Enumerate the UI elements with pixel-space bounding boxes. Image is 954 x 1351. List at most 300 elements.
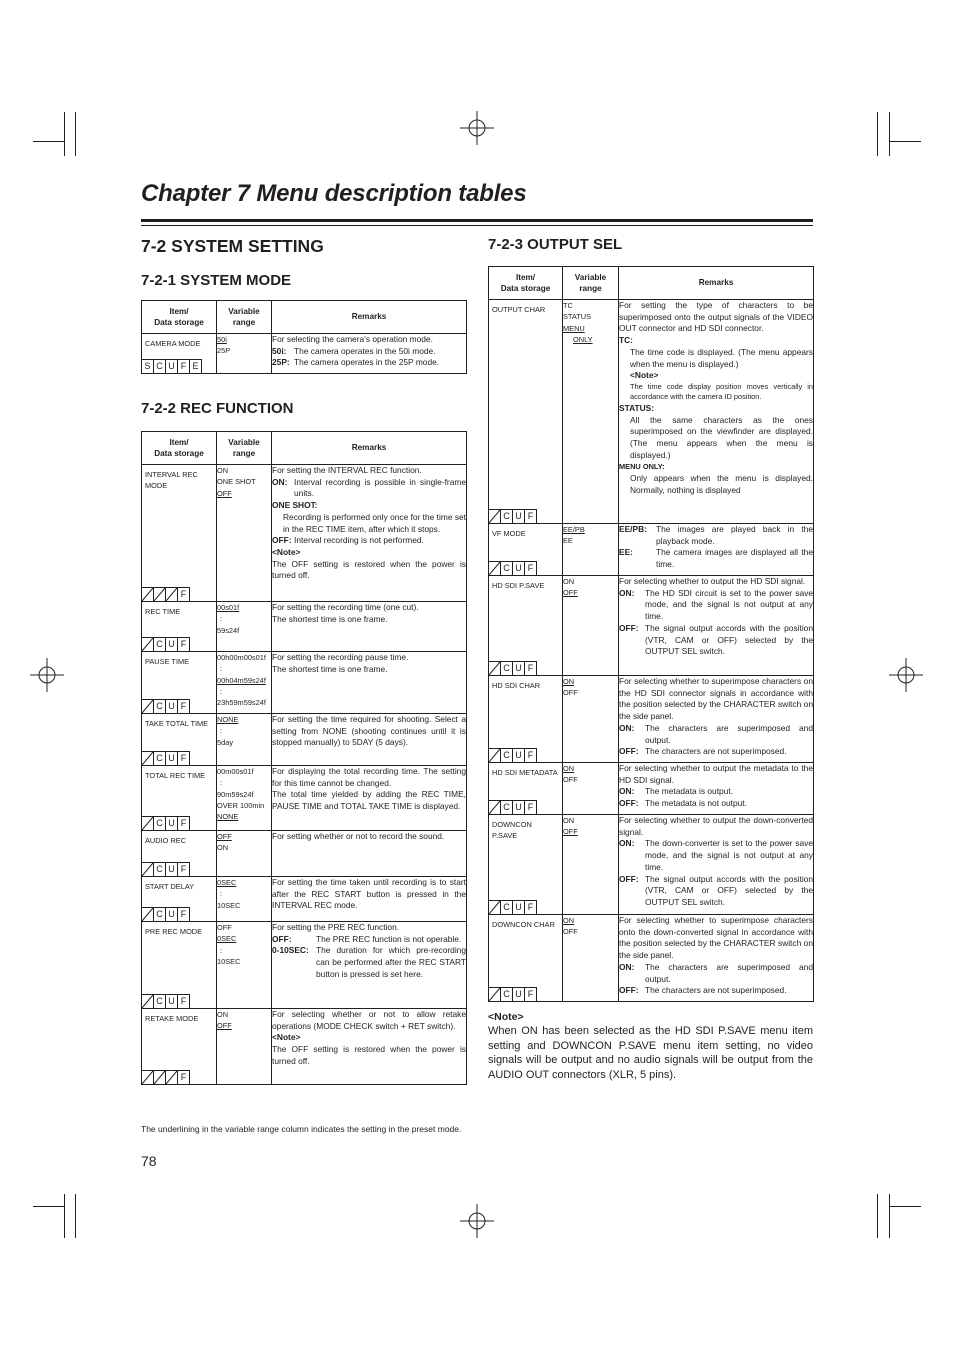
item-cell-content — [489, 763, 562, 814]
range-value-text: 00m00s01f — [217, 767, 254, 776]
item-cell — [489, 815, 563, 915]
item-name: DOWNCON CHAR — [492, 920, 555, 929]
range-value — [217, 714, 271, 725]
data-storage-boxes — [142, 751, 190, 765]
variable-range-cell — [563, 915, 619, 1002]
storage-flag: F — [178, 587, 190, 601]
range-value-text: OFF — [563, 827, 578, 837]
remarks-cell — [619, 576, 814, 676]
range-value-text: EE — [563, 536, 573, 546]
item-cell-content — [142, 831, 216, 876]
range-value — [217, 686, 271, 697]
remarks-cell — [272, 714, 467, 766]
remark-text: For selecting whether or not to allow retake operations (MODE CHECK switch + RET switch). — [272, 1009, 466, 1031]
range-value-text: 0SEC — [217, 934, 237, 944]
range-value — [563, 763, 618, 774]
range-value — [217, 842, 271, 853]
crop-mark — [889, 112, 890, 156]
range-value-text: : — [220, 778, 223, 788]
header-variable-label: Variable — [574, 272, 607, 282]
remark-text: For setting the INTERVAL REC function. — [272, 465, 422, 475]
range-value — [217, 900, 271, 911]
data-storage-boxes — [142, 994, 190, 1008]
remark-option-desc: The camera images are displayed all the time. — [656, 547, 813, 570]
remark-option-desc: The down-converter is set to the power save mode, and the signal is not output at any time. — [645, 838, 813, 872]
remark-text: The OFF setting is restored when the power is turned off. — [272, 1044, 466, 1066]
remark-option-key: OFF: — [272, 535, 292, 546]
storage-flag: U — [513, 987, 525, 1001]
range-value-text: NONE — [217, 812, 239, 822]
remarks-cell — [272, 465, 467, 602]
storage-flag: C — [154, 359, 166, 373]
table-row — [142, 714, 467, 766]
range-value-text: ON — [217, 1010, 229, 1019]
crop-mark — [64, 1194, 65, 1238]
remark-text: For setting the time required for shooting. Select a setting from NONE (shooting continues until it is stopped manually) to 5DAY (5 days). — [272, 714, 466, 748]
item-name: PAUSE TIME — [145, 657, 190, 666]
range-value — [563, 826, 618, 837]
variable-range-cell — [217, 1009, 272, 1085]
storage-slash — [142, 751, 154, 765]
remark-option-desc: The characters are not superimposed. — [645, 746, 787, 757]
item-cell-content — [142, 602, 216, 651]
table-row — [489, 300, 814, 524]
storage-flag: F — [525, 800, 537, 814]
remark-option-key: ON: — [272, 476, 288, 487]
range-value — [563, 524, 618, 535]
remark-option-desc: The metadata is output. — [645, 786, 733, 797]
remark-option — [619, 874, 813, 909]
table-row — [142, 877, 467, 922]
table-header-row — [489, 267, 814, 300]
range-value-text: OFF — [217, 488, 232, 498]
item-name: HD SDI P.SAVE — [492, 581, 545, 590]
remark-text: The time code display position moves vertically in accordance with the camera ID position. — [630, 381, 813, 402]
item-name: DOWNCON P.SAVE — [492, 820, 532, 840]
remarks-cell — [272, 652, 467, 714]
range-value — [217, 663, 271, 674]
data-storage-boxes — [142, 816, 190, 830]
remark-option-key: OFF: — [619, 746, 639, 757]
remark-text: For selecting whether to superimpose characters on the HD SDI connector signals in accordance with the position selected by the CHARACTER switch on the side panel. — [619, 676, 813, 722]
item-cell — [489, 576, 563, 676]
storage-flag: U — [513, 748, 525, 762]
variable-range-cell — [217, 602, 272, 652]
storage-flag: U — [166, 907, 178, 921]
range-value — [217, 877, 271, 888]
storage-flag: S — [142, 359, 154, 373]
crop-mark — [33, 1206, 65, 1207]
storage-flag: C — [154, 907, 166, 921]
storage-flag: U — [166, 751, 178, 765]
page-number: 78 — [141, 1153, 157, 1169]
item-cell — [489, 676, 563, 763]
remark-option-desc: The duration for which pre-recording can be performed after the REC START button is pressed is set here. — [316, 945, 466, 979]
variable-range-cell — [563, 524, 619, 576]
variable-range-cell — [563, 815, 619, 915]
range-value — [217, 613, 271, 624]
remark-option-key: OFF: — [272, 933, 292, 944]
storage-slash — [489, 987, 501, 1001]
storage-flag: F — [178, 637, 190, 651]
remark-label: TC: — [619, 335, 633, 346]
range-value — [217, 1009, 271, 1020]
remark-option-desc: The camera operates in the 25P mode. — [294, 357, 440, 368]
table-row — [489, 524, 814, 576]
table-row — [489, 576, 814, 676]
remark-option-key: 50i: — [272, 345, 287, 356]
item-name: INTERVAL REC MODE — [145, 470, 198, 490]
header-variable-range — [217, 301, 272, 334]
remark-option — [619, 623, 813, 658]
remark-option-desc: The characters are not superimposed. — [645, 985, 787, 996]
remark-text: The shortest time is one frame. — [272, 613, 388, 624]
range-value — [563, 774, 618, 785]
remark-option — [619, 798, 813, 810]
range-value-text: ON — [563, 916, 575, 925]
remarks-cell — [619, 763, 814, 815]
header-item-label: Item/ — [169, 306, 189, 316]
chapter-title: Chapter 7 Menu description tables — [141, 180, 527, 207]
range-value — [563, 915, 618, 926]
remark-text: For setting the PRE REC function. — [272, 922, 400, 932]
storage-flag: F — [178, 751, 190, 765]
storage-flag: F — [178, 1070, 190, 1084]
variable-range-cell — [217, 766, 272, 831]
storage-flag: C — [501, 661, 513, 675]
range-value-text: EE/PB — [563, 525, 585, 534]
range-value-text: ON — [563, 764, 575, 773]
crop-mark — [889, 1206, 921, 1207]
item-cell — [142, 922, 217, 1009]
header-remarks: Remarks — [619, 267, 814, 300]
storage-flag: C — [501, 800, 513, 814]
remark-option — [619, 723, 813, 746]
range-value — [563, 334, 618, 345]
range-value — [217, 811, 271, 822]
range-value — [563, 687, 618, 698]
data-storage-boxes — [489, 987, 537, 1001]
header-remarks: Remarks — [272, 301, 467, 334]
item-cell-content — [142, 334, 216, 373]
storage-flag: U — [513, 561, 525, 575]
storage-slash — [154, 1070, 166, 1084]
range-value-text: TC — [563, 301, 573, 310]
storage-flag: C — [154, 637, 166, 651]
range-value-text: ON — [217, 466, 229, 475]
range-value-text: 59s24f — [217, 625, 240, 635]
range-value-text: ONE SHOT — [217, 477, 256, 487]
remark-text: For selecting the camera’s operation mode. — [272, 334, 433, 344]
storage-flag: U — [513, 800, 525, 814]
storage-slash — [142, 637, 154, 651]
remark-option-key: EE: — [619, 547, 633, 558]
crop-mark — [877, 1194, 878, 1238]
table-row — [142, 602, 467, 652]
crop-mark — [889, 141, 921, 142]
crop-mark — [889, 1194, 890, 1238]
remark-option-desc: Interval recording is not performed. — [294, 535, 424, 546]
item-cell-content — [142, 652, 216, 713]
remark-text: The shortest time is one frame. — [272, 663, 388, 674]
remark-option-key: ON: — [619, 722, 635, 733]
remark-text: All the same characters as the ones superimposed on the viewfinder are displayed. (The menu appears when the menu is displayed.) — [630, 414, 813, 460]
remark-option-desc: The signal output accords with the position (VTR, CAM or OFF) selected by the OUTPUT SEL switch. — [645, 873, 813, 907]
header-item-label: Item/ — [169, 437, 189, 447]
variable-range-cell — [217, 465, 272, 602]
remark-option-key: ON: — [619, 961, 635, 972]
range-value-text: 50i — [217, 335, 227, 344]
storage-flag: F — [525, 661, 537, 675]
range-value-text: ON — [217, 843, 229, 853]
range-value-text: 10SEC — [217, 956, 241, 966]
range-value-text: NONE — [217, 715, 239, 724]
remark-text: The time code is displayed. (The menu appears when the menu is displayed.) — [630, 346, 813, 369]
range-value — [217, 800, 271, 811]
table-row — [142, 465, 467, 602]
table-row — [142, 831, 467, 877]
storage-slash — [142, 587, 154, 601]
system-mode-heading: 7-2-1 SYSTEM MODE — [141, 272, 292, 289]
remark-label: ONE SHOT: — [272, 500, 318, 511]
range-value — [217, 922, 271, 933]
remark-option — [272, 357, 466, 369]
range-value — [217, 888, 271, 899]
storage-flag: C — [501, 561, 513, 575]
range-value — [563, 300, 618, 311]
storage-slash — [142, 699, 154, 713]
crop-mark — [75, 112, 76, 156]
remark-option-key: OFF: — [619, 798, 639, 809]
item-cell-content — [489, 676, 562, 762]
range-value-text: MENU — [563, 323, 585, 333]
range-value-text: 10SEC — [217, 900, 241, 910]
item-name: PRE REC MODE — [145, 927, 203, 936]
table-row — [489, 763, 814, 815]
range-value — [217, 697, 271, 708]
remark-option — [619, 838, 813, 873]
storage-flag: C — [501, 509, 513, 523]
range-value — [217, 1020, 271, 1031]
crop-mark — [877, 112, 878, 156]
range-value-text: 25P — [217, 346, 231, 356]
variable-range-cell — [563, 300, 619, 524]
table-row — [142, 766, 467, 831]
remarks-cell — [272, 1009, 467, 1085]
remark-option-key: ON: — [619, 587, 635, 598]
item-name: START DELAY — [145, 882, 195, 891]
range-value-text: : — [220, 889, 223, 899]
range-value-text: OFF — [217, 832, 232, 841]
remark-text: Only appears when the menu is displayed. Normally, nothing is displayed — [630, 473, 813, 495]
title-rule — [141, 219, 813, 222]
storage-slash — [489, 561, 501, 575]
remark-option-desc: The characters are superimposed and output. — [645, 961, 813, 984]
footnote: The underlining in the variable range column indicates the setting in the preset mode. — [141, 1124, 462, 1134]
remark-option-desc: The camera operates in the 50i mode. — [294, 345, 436, 356]
data-storage-boxes — [142, 907, 190, 921]
table-row — [489, 915, 814, 1002]
table-row — [142, 922, 467, 1009]
range-value — [217, 956, 271, 967]
item-cell-content — [142, 465, 216, 601]
storage-flag: U — [166, 699, 178, 713]
item-name: AUDIO REC — [145, 836, 187, 845]
header-range-label: range — [579, 284, 602, 293]
table-header-row — [142, 301, 467, 334]
storage-flag: U — [513, 900, 525, 914]
item-cell — [142, 652, 217, 714]
storage-slash — [166, 587, 178, 601]
storage-flag: C — [154, 751, 166, 765]
remark-text: The OFF setting is restored when the power is turned off. — [272, 558, 466, 581]
remarks-cell — [272, 766, 467, 831]
storage-flag: F — [525, 987, 537, 1001]
remark-option-key: ON: — [619, 838, 635, 849]
remark-text: The total time yielded by adding the REC TIME, PAUSE TIME and TOTAL TAKE TIME is displayed. — [272, 789, 466, 812]
item-name: TOTAL REC TIME — [145, 771, 206, 780]
output-sel-heading: 7-2-3 OUTPUT SEL — [488, 236, 623, 253]
remark-option-desc: The characters are superimposed and output. — [645, 722, 813, 745]
range-value — [563, 676, 618, 687]
storage-flag: C — [154, 862, 166, 876]
range-value — [217, 766, 271, 777]
remarks-cell — [619, 815, 814, 915]
storage-flag: F — [178, 816, 190, 830]
data-storage-boxes — [489, 661, 537, 675]
range-value-text: 00s01f — [217, 603, 240, 612]
item-cell-content — [489, 815, 562, 914]
header-variable-label: Variable — [228, 437, 260, 447]
remark-text: For setting the time taken until recording is to start after the REC START button is pressed in the INTERVAL REC mode. — [272, 877, 466, 911]
remarks-cell — [272, 602, 467, 652]
range-value-text: ON — [563, 816, 575, 825]
remark-option-key: OFF: — [619, 985, 639, 996]
header-variable-range — [563, 267, 619, 300]
item-cell — [142, 714, 217, 766]
variable-range-cell — [217, 831, 272, 877]
range-value-text: : — [220, 726, 223, 736]
remark-label: MENU ONLY: — [619, 462, 665, 472]
range-value-text: OFF — [563, 775, 578, 785]
storage-flag: C — [501, 987, 513, 1001]
remark-option — [272, 934, 466, 946]
remark-option — [272, 346, 466, 358]
range-value — [217, 476, 271, 487]
storage-flag: U — [166, 359, 178, 373]
storage-slash — [166, 1070, 178, 1084]
range-value — [217, 652, 271, 663]
remark-option-desc: The images are played back in the playback mode. — [656, 524, 813, 546]
range-value — [563, 587, 618, 598]
remark-option-desc: The signal output accords with the position (VTR, CAM or OFF) selected by the OUTPUT SEL switch. — [645, 622, 813, 657]
item-cell-content — [142, 714, 216, 765]
range-value — [217, 933, 271, 944]
crop-mark — [33, 141, 65, 142]
crop-mark — [75, 1194, 76, 1238]
range-value-text: OFF — [217, 1021, 232, 1031]
note-title: <Note> — [488, 1011, 524, 1023]
header-item — [489, 267, 563, 300]
header-item — [142, 432, 217, 465]
storage-flag: F — [525, 509, 537, 523]
remark-text: For setting the recording time (one cut). — [272, 602, 419, 612]
remark-label: <Note> — [272, 1032, 301, 1043]
storage-slash — [142, 907, 154, 921]
storage-slash — [489, 800, 501, 814]
item-cell — [489, 915, 563, 1002]
table-row — [142, 652, 467, 714]
data-storage-boxes — [489, 561, 537, 575]
table-row — [489, 815, 814, 915]
range-value — [563, 576, 618, 587]
header-range-label: range — [232, 318, 256, 327]
registration-mark-icon — [460, 111, 494, 145]
range-value-text: : — [220, 614, 223, 624]
storage-slash — [489, 509, 501, 523]
range-value — [563, 926, 618, 937]
range-value — [217, 465, 271, 476]
range-value — [217, 725, 271, 736]
range-value-text: OFF — [217, 923, 232, 932]
range-value-text: : — [220, 945, 223, 955]
item-name: TAKE TOTAL TIME — [145, 719, 209, 728]
storage-flag: U — [513, 509, 525, 523]
storage-slash — [489, 661, 501, 675]
range-value-text: OFF — [563, 588, 578, 598]
item-cell — [142, 1009, 217, 1085]
remark-label: STATUS: — [619, 402, 655, 413]
remark-text: For selecting whether to output the HD SDI signal. — [619, 576, 806, 586]
item-name: OUTPUT CHAR — [492, 305, 546, 314]
item-cell-content — [489, 576, 562, 675]
item-cell-content — [489, 915, 562, 1001]
remark-label: <Note> — [272, 546, 301, 557]
item-cell — [489, 763, 563, 815]
data-storage-boxes — [489, 800, 537, 814]
range-value — [217, 675, 271, 686]
data-storage-boxes — [142, 637, 190, 651]
item-cell — [142, 602, 217, 652]
variable-range-cell — [217, 877, 272, 922]
range-value-text: : — [220, 664, 223, 674]
storage-flag: U — [166, 994, 178, 1008]
output-sel-table — [488, 266, 814, 1002]
remarks-cell — [619, 915, 814, 1002]
range-value — [217, 789, 271, 800]
storage-flag: F — [178, 862, 190, 876]
header-storage-label: Data storage — [154, 318, 204, 327]
storage-flag: F — [525, 748, 537, 762]
range-value-text: ON — [563, 677, 575, 686]
remarks-cell — [619, 300, 814, 524]
header-variable-label: Variable — [228, 306, 260, 316]
item-name: REC TIME — [145, 607, 181, 616]
data-storage-boxes — [489, 748, 537, 762]
header-item-label: Item/ — [515, 272, 536, 282]
storage-flag: F — [178, 907, 190, 921]
remark-option — [272, 535, 466, 547]
remark-option-desc: The HD SDI circuit is set to the power save mode, and the signal is not output at any time. — [645, 587, 813, 622]
range-value — [217, 777, 271, 788]
remark-option-key: OFF: — [619, 873, 639, 884]
remark-option — [619, 786, 813, 798]
table-row — [142, 1009, 467, 1085]
storage-flag: F — [178, 994, 190, 1008]
title-rule-thin — [141, 225, 813, 226]
storage-flag: C — [154, 994, 166, 1008]
storage-flag: U — [166, 862, 178, 876]
